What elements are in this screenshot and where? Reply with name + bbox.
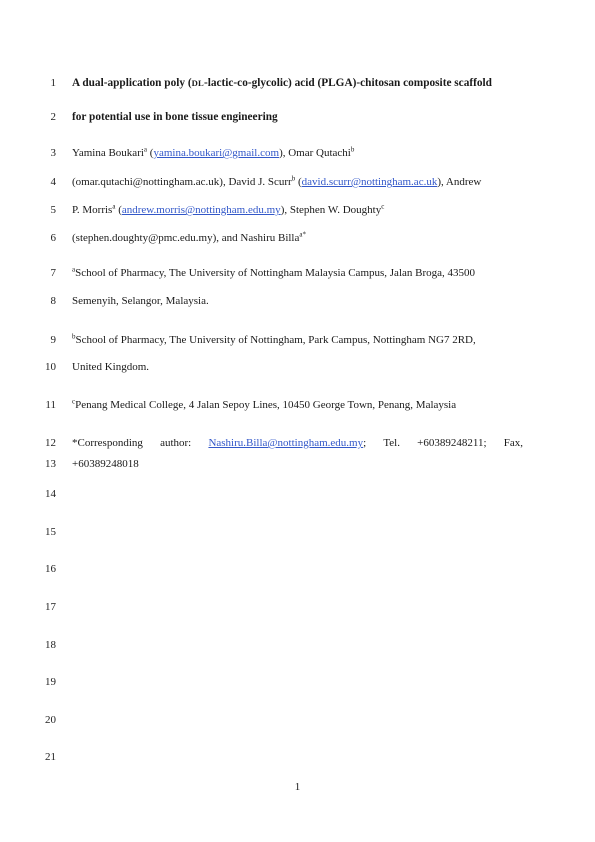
affiliation-marker: a* — [299, 230, 306, 239]
line-number: 5 — [50, 204, 56, 216]
affiliation-marker: b — [350, 145, 355, 154]
tel-label: Tel. — [383, 437, 400, 449]
affiliation-text: School of Pharmacy, The University of Nottingham Malaysia Campus, Jalan Broga, 43500 — [75, 267, 476, 279]
affiliation-marker: b — [291, 174, 296, 183]
affiliation-a-line-2: Semenyih, Selangor, Malaysia. — [72, 295, 209, 307]
authors-line-4: (omar.qutachi@nottingham.ac.uk), David J. Scurr$^b$ (david.scurr@nottingham.ac.uk), Andrew — [72, 174, 482, 188]
authors-line-6: (stephen.doughty@pmc.edu.my), and Nashiru Billa$^{a*}$ — [72, 230, 306, 244]
line-number: 17 — [45, 601, 56, 613]
line-number: 19 — [45, 676, 56, 688]
paper-title-line-2: for potential use in bone tissue engineering — [72, 111, 278, 123]
line-number: 3 — [50, 147, 56, 159]
author-name: Nashiru Billa — [240, 232, 300, 244]
author-name: Andrew — [445, 176, 482, 188]
affiliation-marker: a — [72, 265, 76, 274]
line-number: 10 — [45, 361, 56, 373]
line-number: 21 — [45, 751, 56, 763]
and-word: and — [221, 232, 238, 244]
affiliation-text: School of Pharmacy, The University of Nottingham, Park Campus, Nottingham NG7 2RD, — [75, 334, 476, 346]
corresponding-label: author: — [160, 437, 192, 449]
line-number: 12 — [45, 437, 56, 449]
line-number: 7 — [50, 267, 56, 279]
line-number: 18 — [45, 639, 56, 651]
corresponding-label: *Corresponding — [72, 437, 143, 449]
line-number: 6 — [50, 232, 56, 244]
affiliation-b-line-1 — [72, 333, 523, 347]
line-number: 14 — [45, 488, 56, 500]
paper-title-line-1 — [72, 76, 523, 90]
line-number: 4 — [50, 176, 56, 188]
affiliation-text: Penang Medical College, 4 Jalan Sepoy Lines, 10450 George Town, Penang, Malaysia — [75, 399, 457, 411]
author-name: Stephen W. Doughty — [289, 204, 382, 216]
affiliation-c-line-1 — [72, 398, 523, 412]
author-email: omar.qutachi@nottingham.ac.uk — [75, 176, 220, 188]
affiliation-marker: b — [72, 332, 76, 341]
separator: ; — [363, 437, 367, 449]
author-email-link[interactable]: yamina.boukari@gmail.com — [153, 147, 280, 159]
author-email-link[interactable]: andrew.morris@nottingham.edu.my — [121, 204, 281, 216]
tel-number: +60389248211; — [417, 437, 487, 449]
title-dl-smallcaps: DL — [191, 78, 204, 88]
author-email: stephen.doughty@pmc.edu.my — [75, 232, 213, 244]
corresponding-email-link[interactable]: Nashiru.Billa@nottingham.edu.my — [208, 437, 364, 449]
author-name: P. Morris — [72, 204, 113, 216]
author-email-link[interactable]: david.scurr@nottingham.ac.uk — [301, 176, 438, 188]
author-name: Omar Qutachi — [288, 147, 351, 159]
affiliation-b-line-2: United Kingdom. — [72, 361, 149, 373]
line-number: 8 — [50, 295, 56, 307]
line-number: 16 — [45, 563, 56, 575]
affiliation-marker: a — [143, 145, 148, 154]
author-name: David J. Scurr — [228, 176, 292, 188]
authors-line-5: P. Morris$^a$ (andrew.morris@nottingham.edu.my), Stephen W. Doughty$^c$ — [72, 202, 385, 216]
line-number: 11 — [45, 399, 56, 411]
line-number: 20 — [45, 714, 56, 726]
affiliation-marker: c — [72, 397, 76, 406]
line-number: 1 — [50, 77, 56, 89]
corresponding-author-line — [72, 436, 523, 450]
line-number: 13 — [45, 458, 56, 470]
line-number: 2 — [50, 111, 56, 123]
affiliation-marker: a — [112, 202, 116, 211]
title-text: -lactic-co-glycolic) acid (PLGA)-chitosan composite scaffold — [203, 77, 492, 89]
fax-label: Fax, — [503, 437, 523, 449]
line-number: 9 — [50, 334, 56, 346]
title-text: A dual-application poly ( — [72, 77, 192, 89]
author-name: Yamina Boukari — [72, 147, 144, 159]
page-number: 1 — [294, 781, 301, 793]
line-number: 15 — [45, 526, 56, 538]
affiliation-a-line-1 — [72, 266, 523, 280]
fax-number: +60389248018 — [72, 458, 139, 470]
authors-line-3: Yamina Boukari$^a$ (yamina.boukari@gmail.com), Omar Qutachi$^b$ — [72, 145, 355, 159]
affiliation-marker: c — [381, 202, 385, 211]
